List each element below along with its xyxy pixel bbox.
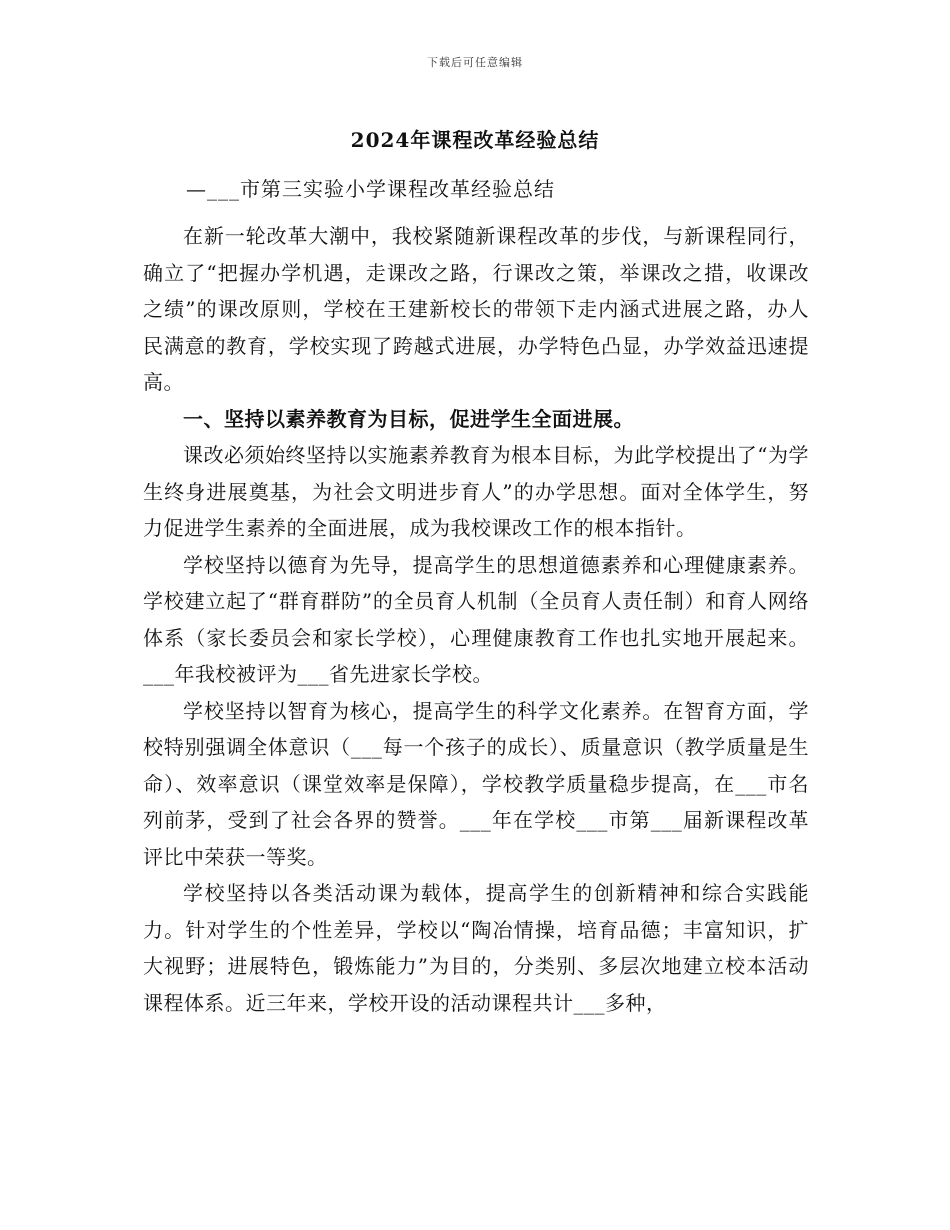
- paragraph-intro: 在新一轮改革大潮中，我校紧随新课程改革的步伐，与新课程同行，确立了“把握办学机遇，走课改之路，行课改之策，举课改之措，收课改之绩”的课改原则，学校在王建新校长的带领下走内涵式进展之路，办人民满意的教育，学校实现了跨越式进展，办学特色凸显，办学效益迅速提高。: [143, 224, 809, 394]
- paragraph-moral-education: 学校坚持以德育为先导，提高学生的思想道德素养和心理健康素养。学校建立起了“群育群防”的全员育人机制（全员育人责任制）和育人网络体系（家长委员会和家长学校），心理健康教育工作也扎实地开展起来。___年我校被评为___省先进家长学校。: [143, 552, 809, 686]
- document-title: 2024年课程改革经验总结: [350, 128, 600, 152]
- document-subtitle: —___市第三实验小学课程改革经验总结: [186, 177, 555, 201]
- paragraph-intellectual-education: 学校坚持以智育为核心，提高学生的科学文化素养。在智育方面，学校特别强调全体意识（___每一个孩子的成长）、质量意识（教学质量是生命）、效率意识（课堂效率是保障），学校教学质量稳步提高，在___市名列前茅，受到了社会各界的赞誉。___年在学校___市第___届新课程改革评比中荣获一等奖。: [143, 698, 809, 869]
- header-note: 下载后可任意编辑: [427, 56, 523, 69]
- section-heading-1: 一、坚持以素养教育为目标，促进学生全面进展。: [183, 406, 634, 431]
- paragraph-quality-education: 课改必须始终坚持以实施素养教育为根本目标，为此学校提出了“为学生终身进展奠基，为社会文明进步育人”的办学思想。面对全体学生，努力促进学生素养的全面进展，成为我校课改工作的根本指针。: [143, 443, 809, 540]
- paragraph-activity-courses: 学校坚持以各类活动课为载体，提高学生的创新精神和综合实践能力。针对学生的个性差异，学校以“陶冶情操，培育品德；丰富知识，扩大视野；进展特色，锻炼能力”为目的，分类别、多层次地建立校本活动课程体系。近三年来，学校开设的活动课程共计___多种，: [143, 881, 809, 1015]
- document-body: [143, 218, 809, 1021]
